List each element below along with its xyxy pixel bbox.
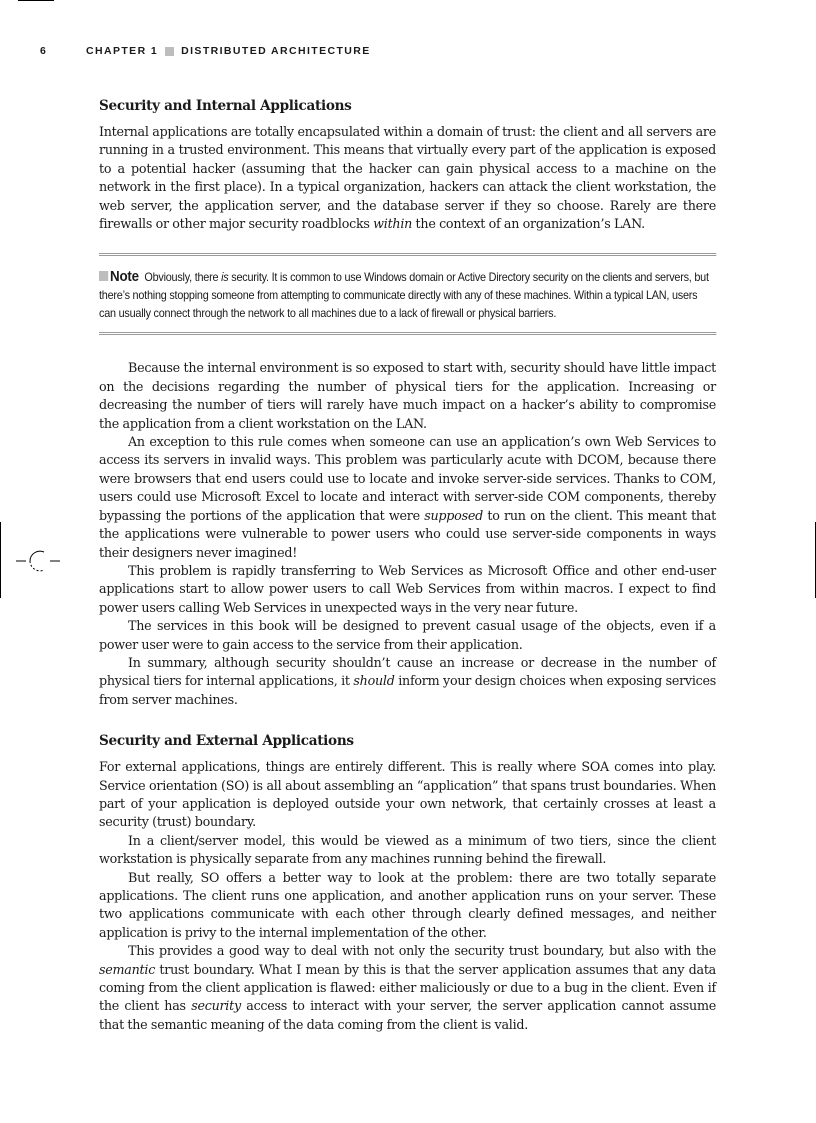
- note-box: Note Obviously, there is security. It is common to use Windows domain or Active Directory security on the clients and servers, but there’s nothing stopping someone from attempting to communicate directly with any of these machines. Within a typical LAN, users can usually connect through the network to all machines due to a lack of firewall or physical barriers.: [99, 253, 716, 335]
- note-label: Note: [110, 269, 139, 286]
- paragraph: This problem is rapidly transferring to Web Services as Microsoft Office and other end-user applications start to allow power users to call Web Services from within macros. I expect to find power users calling Web Services in unexpected ways in the very near future.: [99, 562, 716, 615]
- section-heading-external: Security and External Applications: [99, 733, 354, 750]
- paragraph: For external applications, things are entirely different. This is really where SOA comes into play. Service orientation (SO) is all about assembling an “application” that spans trust boundaries. When part of your application is deployed outside your own network, that certainly crosses at least a security (trust) boundary.: [99, 759, 716, 830]
- square-bullet-icon: [165, 47, 174, 56]
- paragraph: This provides a good way to deal with not only the security trust boundary, but also with the semantic trust boundary. What I mean by this is that the server application assumes that any data coming from the client application is flawed: either maliciously or due to a bug in the client. Even if the client has security access to interact with your server, the server application cannot assume that the semantic meaning of the data coming from the client is valid.: [99, 943, 716, 1032]
- paragraph: In summary, although security shouldn’t cause an increase or decrease in the number of physical tiers for internal applications, it should inform your design choices when exposing services from server machines.: [99, 654, 717, 707]
- paragraph: The services in this book will be designed to prevent casual usage of the objects, even if a power user were to gain access to the service from their application.: [99, 618, 716, 652]
- page-body: [99, 98, 716, 1034]
- square-bullet-icon: [99, 271, 108, 281]
- paragraph: But really, SO offers a better way to look at the problem: there are two totally separate applications. The client runs one application, and another application runs on your server. These two applications communicate with each other through clearly defined messages, and neither application is privy to the internal implementation of the other.: [99, 869, 716, 940]
- crop-mark-left: [0, 522, 1, 598]
- paragraph: Because the internal environment is so exposed to start with, security should have little impact on the decisions regarding the number of physical tiers for the application. Increasing or decreasing the number of tiers will rarely have much impact on a hacker’s ability to compromise the application from a client workstation on the LAN.: [99, 360, 716, 431]
- paragraph: An exception to this rule comes when someone can use an application’s own Web Services to access its servers in invalid ways. This problem was particularly acute with DCOM, because there were browsers that end users could use to locate and invoke server-side services. Thanks to COM, users could use Microsoft Excel to locate and interact with server-side COM components, thereby bypassing the portions of the application that were supposed to run on the client. This meant that the applications were vulnerable to power users who could use server-side components in ways their designers never imagined!: [99, 434, 717, 560]
- registration-mark-icon: [16, 546, 62, 576]
- chapter-title: DISTRIBUTED ARCHITECTURE: [181, 45, 371, 57]
- paragraph: In a client/server model, this would be viewed as a minimum of two tiers, since the client workstation is physically separate from any machines running behind the firewall.: [99, 832, 716, 867]
- chapter-label: CHAPTER 1: [86, 45, 159, 57]
- paragraph: Internal applications are totally encapsulated within a domain of trust: the client and all servers are running in a trusted environment. This means that virtually every part of the application is exposed to a potential hacker (assuming that the hacker can gain physical access to a machine on the network in the first place). In a typical organization, hackers can attack the client workstation, the web server, the application server, and the database server if they so choose. Rarely are there firewalls or other major security roadblocks within the context of an organization’s LAN.: [99, 124, 716, 232]
- section-heading-internal: Security and Internal Applications: [99, 98, 352, 114]
- crop-mark-top: [18, 0, 54, 1]
- page-number: 6: [40, 45, 48, 57]
- running-head: [40, 44, 740, 58]
